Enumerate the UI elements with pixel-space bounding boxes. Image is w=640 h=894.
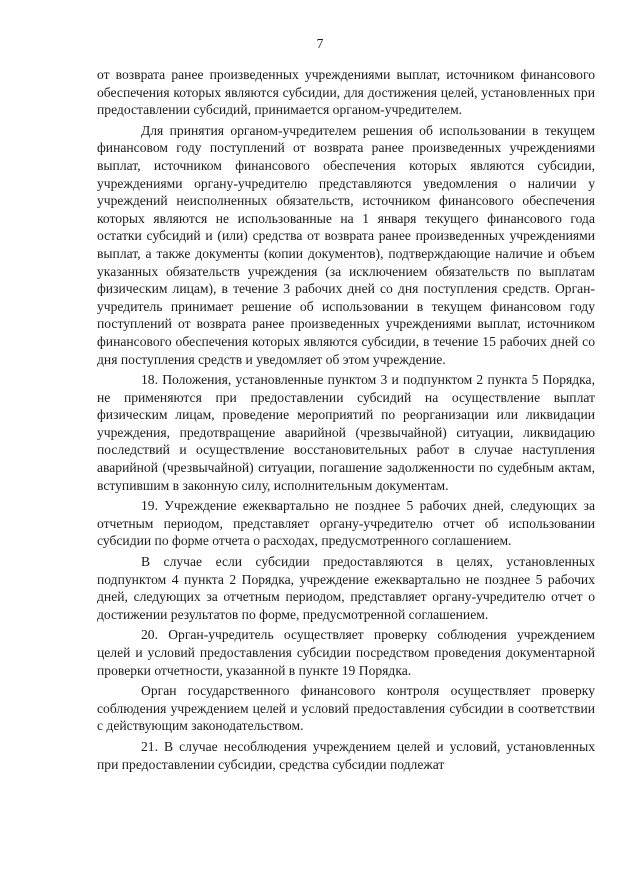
page-number: 7 bbox=[316, 36, 324, 51]
paragraph-item-18: 18. Положения, установленные пунктом 3 и подпунктом 2 пункта 5 Порядка, не применяются при предоставлении субсидий на осуществление выплат физическим лицам, проведение мероприятий по реорганизации или ликвидации учреждения, предотвращение аварийной (чрезвычайной) ситуации, ликвидацию последствий и осуществление восстановительных работ в случае наступления аварийной (чрезвычайной) ситуации, погашение задолженности по судебным актам, вступившим в законную силу, исполнительным документам. bbox=[97, 372, 595, 493]
paragraph-item-19: 19. Учреждение ежеквартально не позднее 5 рабочих дней, следующих за отчетным периодом, представляет органу-учредителю отчет об использовании субсидии по форме отчета о расходах, предусмотренного соглашением. bbox=[97, 498, 595, 549]
paragraph: В случае если субсидии предоставляются в целях, установленных подпунктом 4 пункта 2 Порядка, учреждение ежеквартально не позднее 5 рабочих дней, следующих за отчетным периодом, представляет органу-учредителю отчет о достижении результатов по форме, предусмотренной соглашением. bbox=[97, 554, 595, 622]
document-body bbox=[97, 66, 595, 773]
paragraph: Орган государственного финансового контроля осуществляет проверку соблюдения учреждением целей и условий предоставления субсидии в соответствии с действующим законодательством. bbox=[97, 683, 595, 734]
paragraph-item-21: 21. В случае несоблюдения учреждением целей и условий, установленных при предоставлении субсидии, средства субсидии подлежат bbox=[97, 738, 595, 772]
paragraph: Для принятия органом-учредителем решения об использовании в текущем финансовом году поступлений от возврата ранее произведенных учреждениями выплат, источником финансового обеспечения которых являются субсидии, учреждениями органу-учредителю представляются уведомления о наличии у учреждений неисполненных обязательств, источником финансового обеспечения которых являются не использованные на 1 января текущего финансового года остатки субсидий и (или) средства от возврата ранее произведенных учреждениями выплат, а также документы (копии документов), подтверждающие наличие и объем указанных обязательств учреждения (за исключением обязательств по выплатам физическим лицам), в течение 3 рабочих дней со дня поступления средств. Орган-учредитель принимает решение об использовании в текущем финансовом году поступлений от возврата ранее произведенных учреждениями выплат, источником финансового обеспечения которых являются субсидии, в течение 15 рабочих дней со дня поступления средств и уведомляет об этом учреждение. bbox=[97, 122, 595, 367]
paragraph: от возврата ранее произведенных учреждениями выплат, источником финансового обеспечения которых являются субсидии, для достижения целей, установленных при предоставлении субсидий, принимается органом-учредителем. bbox=[97, 67, 595, 118]
paragraph-item-20: 20. Орган-учредитель осуществляет проверку соблюдения учреждением целей и условий предоставления субсидии посредством проведения документарной проверки отчетности, указанной в пункте 19 Порядка. bbox=[97, 627, 595, 678]
